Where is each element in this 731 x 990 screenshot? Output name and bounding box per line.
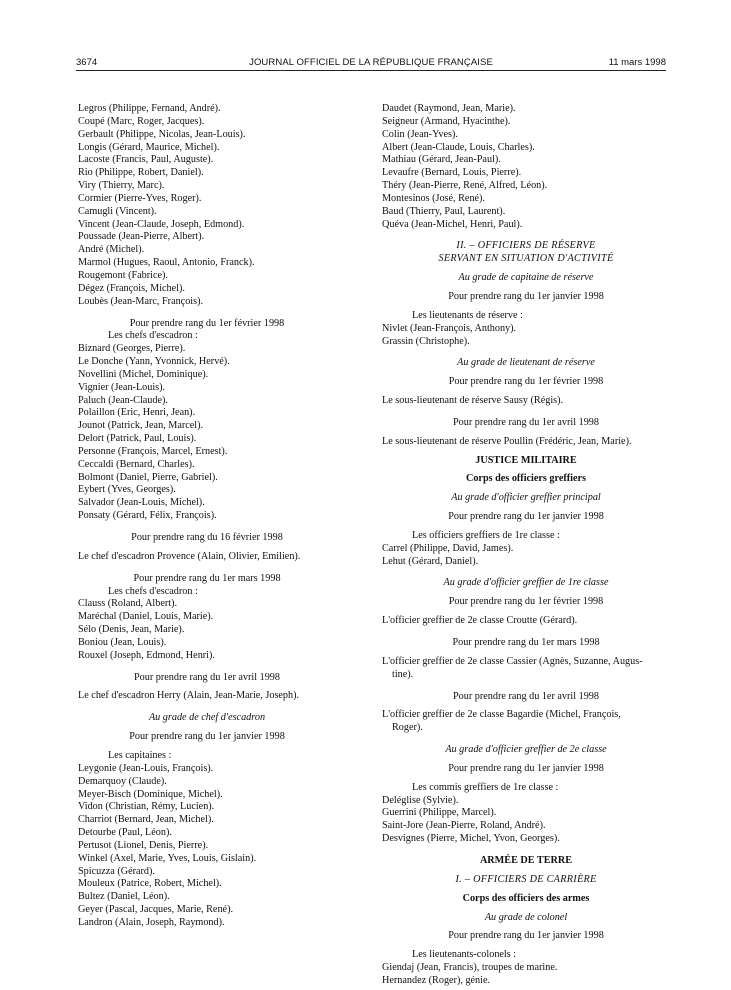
list-item: Paluch (Jean-Claude).	[78, 394, 168, 406]
rank-date-heading: Pour prendre rang du 1er janvier 1998	[448, 511, 604, 523]
grade-heading: Au grade de chef d'escadron	[148, 712, 266, 724]
spacer	[382, 348, 670, 357]
list-item: Camugli (Vincent).	[78, 205, 157, 217]
list-item: Montesinos (José, René).	[382, 192, 485, 204]
list-item: Bolmont (Daniel, Pierre, Gabriel).	[78, 471, 218, 483]
list-item: Gerbault (Philippe, Nicolas, Jean-Louis).	[78, 128, 246, 140]
list-item: Desvignes (Pierre, Michel, Yvon, Georges).	[382, 833, 560, 845]
grade-heading: Au grade de capitaine de réserve	[458, 272, 594, 284]
list-item: Levaufre (Bernard, Louis, Pierre).	[382, 167, 522, 179]
rank-date-heading: Pour prendre rang du 1er avril 1998	[134, 671, 280, 683]
list-item: Winkel (Axel, Marie, Yves, Louis, Gislain).	[78, 852, 257, 864]
spacer	[382, 628, 670, 637]
spacer	[78, 564, 336, 573]
list-item: Ceccaldi (Bernard, Charles).	[78, 458, 195, 470]
grade-heading: Au grade d'officier greffier de 2e classe	[445, 744, 607, 756]
list-item: Mouleux (Patrice, Robert, Michel).	[78, 878, 222, 890]
section-heading: Corps des officiers greffiers	[465, 473, 587, 485]
list-item: Novellini (Michel, Dominique).	[78, 368, 209, 380]
list-item: Bultez (Daniel, Léon).	[78, 891, 170, 903]
rank-date-heading: Pour prendre rang du 1er avril 1998	[453, 416, 599, 428]
section-heading: JUSTICE MILITAIRE	[475, 454, 577, 466]
rank-date-heading: Pour prendre rang du 1er mars 1998	[452, 637, 600, 648]
list-item: Rouxel (Joseph, Edmond, Henri).	[78, 649, 215, 661]
grade-heading: Au grade d'officier greffier principal	[451, 492, 601, 504]
list-item: Lacoste (Francis, Paul, Auguste).	[78, 154, 214, 166]
list-item: Personne (François, Marcel, Ernest).	[78, 445, 228, 457]
list-item: Eybert (Yves, Georges).	[78, 484, 176, 496]
group-label: Les lieutenants-colonels :	[412, 949, 517, 961]
list-item: Lehut (Gérard, Daniel).	[382, 555, 479, 567]
left-column	[78, 103, 336, 930]
list-item: Ponsaty (Gérard, Félix, François).	[78, 510, 217, 522]
list-item: Vincent (Jean-Claude, Joseph, Edmond).	[78, 218, 245, 230]
list-item: Leygonie (Jean-Louis, François).	[78, 762, 214, 774]
list-item: Daudet (Raymond, Jean, Marie).	[382, 103, 516, 114]
list-item: Legros (Philippe, Fernand, André).	[78, 103, 221, 114]
list-item: Le sous-lieutenant de réserve Sausy (Régis).	[382, 395, 564, 407]
grade-heading: I. – OFFICIERS DE CARRIÈRE	[455, 873, 597, 885]
rank-date-heading: Pour prendre rang du 1er janvier 1998	[129, 731, 285, 743]
list-item: Guerrini (Philippe, Marcel).	[382, 807, 497, 819]
section-heading: Corps des officiers des armes	[462, 892, 590, 904]
list-item: tine).	[392, 668, 414, 680]
list-item: Albert (Jean-Claude, Louis, Charles).	[382, 141, 535, 153]
rank-date-heading: Pour prendre rang du 1er mars 1998	[133, 572, 281, 584]
list-item: Carrel (Philippe, David, James).	[382, 542, 514, 554]
list-item: Vignier (Jean-Louis).	[78, 381, 166, 393]
list-item: Seigneur (Armand, Hyacinthe).	[382, 115, 511, 127]
right-column	[382, 103, 670, 988]
rank-date-heading: Pour prendre rang du 16 février 1998	[131, 532, 283, 543]
list-item: Jounot (Patrick, Jean, Marcel).	[78, 420, 204, 432]
spacer	[382, 735, 670, 744]
list-item: Longis (Gérard, Maurice, Michel).	[78, 141, 220, 153]
issue-date: 11 mars 1998	[608, 57, 666, 68]
group-label: Les officiers greffiers de 1re classe :	[412, 529, 560, 541]
group-label: Les commis greffiers de 1re classe :	[412, 781, 559, 793]
list-item: Le chef d'escadron Herry (Alain, Jean-Marie, Joseph).	[78, 690, 300, 702]
list-item: Loubès (Jean-Marc, François).	[78, 295, 204, 307]
rank-date-heading: Pour prendre rang du 1er janvier 1998	[448, 930, 604, 942]
list-item: André (Michel).	[78, 244, 145, 256]
list-item: Viry (Thierry, Marc).	[78, 180, 165, 192]
list-item: Marmol (Hugues, Raoul, Antonio, Franck).	[78, 257, 255, 269]
list-item: Grassin (Christophe).	[382, 335, 470, 347]
list-item: L'officier greffier de 2e classe Cassier (Agnès, Suzanne, Augus-	[382, 655, 643, 667]
rank-date-heading: Pour prendre rang du 1er février 1998	[448, 596, 604, 608]
list-item: Roger).	[392, 722, 423, 734]
list-item: Polaillon (Eric, Henri, Jean).	[78, 407, 196, 419]
list-item: Sélo (Denis, Jean, Marie).	[78, 624, 185, 636]
list-item: Detourbe (Paul, Léon).	[78, 827, 172, 839]
list-item: Saint-Jore (Jean-Pierre, Roland, André).	[382, 820, 546, 832]
list-item: Boniou (Jean, Louis).	[78, 636, 167, 648]
list-item: Deléglise (Sylvie).	[382, 794, 459, 806]
list-item: Charriot (Bernard, Jean, Michel).	[78, 814, 214, 826]
list-item: Landron (Alain, Joseph, Raymond).	[78, 916, 225, 928]
list-item: Théry (Jean-Pierre, René, Alfred, Léon).	[382, 180, 548, 192]
list-item: Geyer (Pascal, Jacques, Marie, René).	[78, 904, 234, 916]
group-label: Les chefs d'escadron :	[108, 330, 198, 342]
list-item: Quéva (Jean-Michel, Henri, Paul).	[382, 218, 523, 230]
list-item: Pertusot (Lionel, Denis, Pierre).	[78, 839, 209, 851]
group-label: Les lieutenants de réserve :	[412, 309, 523, 321]
list-item: Spicuzza (Gérard).	[78, 865, 155, 877]
list-item: L'officier greffier de 2e classe Croutte (Gérard).	[382, 615, 578, 627]
list-item: Cormier (Pierre-Yves, Roger).	[78, 192, 202, 204]
spacer	[78, 703, 336, 712]
list-item: Hernandez (Roger), génie.	[382, 974, 491, 986]
grade-heading: II. – OFFICIERS DE RÉSERVE	[456, 240, 596, 252]
rank-date-heading: Pour prendre rang du 1er janvier 1998	[448, 762, 604, 774]
list-item: Dégez (François, Michel).	[78, 282, 185, 294]
page-header	[76, 54, 666, 71]
group-label: Les capitaines :	[108, 749, 172, 761]
list-item: Demarquoy (Claude).	[78, 775, 167, 787]
grade-heading: Au grade de lieutenant de réserve	[457, 357, 595, 369]
grade-heading: Au grade de colonel	[484, 911, 568, 923]
list-item: Biznard (Georges, Pierre).	[78, 343, 186, 355]
grade-heading: Au grade d'officier greffier de 1re classe	[443, 577, 609, 589]
list-item: Maréchal (Daniel, Louis, Marie).	[78, 611, 214, 623]
rank-date-heading: Pour prendre rang du 1er février 1998	[129, 317, 285, 329]
list-item: Rio (Philippe, Robert, Daniel).	[78, 167, 204, 179]
rank-date-heading: Pour prendre rang du 1er avril 1998	[453, 690, 599, 702]
list-item: Delort (Patrick, Paul, Louis).	[78, 433, 197, 445]
list-item: Clauss (Roland, Albert).	[78, 598, 178, 610]
spacer	[382, 568, 670, 577]
list-item: Le Donche (Yann, Yvonnick, Hervé).	[78, 356, 230, 368]
list-item: Le sous-lieutenant de réserve Poullin (Frédéric, Jean, Marie).	[382, 435, 632, 447]
list-item: Baud (Thierry, Paul, Laurent).	[382, 205, 506, 217]
list-item: Poussade (Jean-Pierre, Albert).	[78, 231, 205, 243]
spacer	[382, 682, 670, 691]
spacer	[382, 408, 670, 417]
list-item: L'officier greffier de 2e classe Bagardie (Michel, François,	[382, 709, 621, 721]
list-item: Nivlet (Jean-François, Anthony).	[382, 322, 517, 334]
rank-date-heading: Pour prendre rang du 1er février 1998	[448, 376, 604, 388]
list-item: Mathiau (Gérard, Jean-Paul).	[382, 154, 501, 166]
list-item: Giendaj (Jean, Francis), troupes de marine.	[382, 962, 558, 974]
list-item: Colin (Jean-Yves).	[382, 128, 458, 140]
list-item: Vidon (Christian, Rémy, Lucien).	[78, 801, 215, 813]
spacer	[78, 523, 336, 532]
list-item: Coupé (Marc, Roger, Jacques).	[78, 115, 205, 127]
section-heading: ARMÉE DE TERRE	[479, 854, 573, 866]
list-item: Rougemont (Fabrice).	[78, 269, 168, 281]
page-number: 3674	[76, 57, 98, 68]
spacer	[78, 309, 336, 318]
list-item: Le chef d'escadron Provence (Alain, Olivier, Emilien).	[78, 550, 301, 562]
list-item: Meyer-Bisch (Dominique, Michel).	[78, 788, 223, 800]
grade-heading: SERVANT EN SITUATION D'ACTIVITÉ	[438, 253, 614, 265]
rank-date-heading: Pour prendre rang du 1er janvier 1998	[448, 290, 604, 302]
spacer	[382, 846, 670, 855]
journal-title: JOURNAL OFFICIEL DE LA RÉPUBLIQUE FRANÇAISE	[249, 57, 493, 68]
list-item: Salvador (Jean-Louis, Michel).	[78, 497, 205, 509]
group-label: Les chefs d'escadron :	[108, 585, 198, 597]
spacer	[78, 663, 336, 672]
